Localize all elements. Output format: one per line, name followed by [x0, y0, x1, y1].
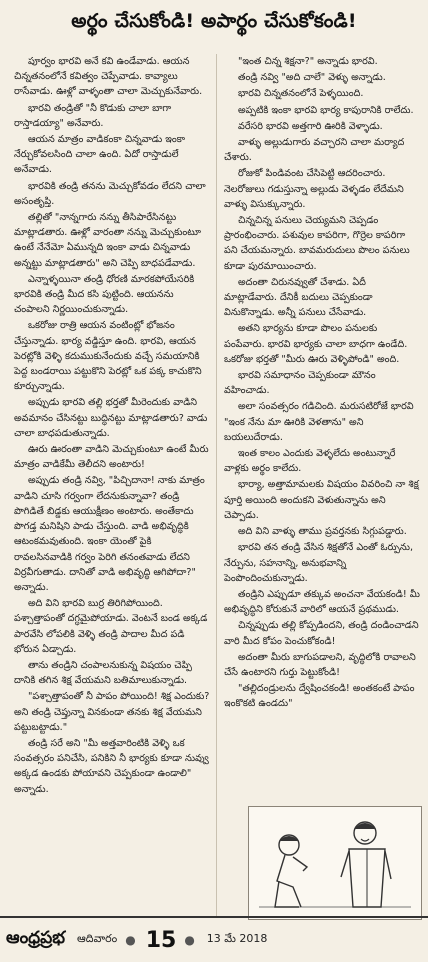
paragraph: ఆయన మాత్రం వాడికంకా చిన్నవాడు ఇంకా నేర్చుకోవలసింది చాలా ఉంది. ఏదో రాస్తాడులే అనేవాడు. — [14, 134, 186, 176]
paragraph: అప్పుడు తండ్రి నవ్వి, "పిచ్చిదానా! నాకు మాత్రం వాడిని చూసి గర్వంగా లేదనుకున్నావా? తండ్రి పొగిడితే బిడ్డకు ఆయుక్షీణం అంటారు. అంతేకాదు పొగడ్త మనిషిని పాడు చేస్తుంది. వాడి అభివృద్ధికి ఆటంకమవుతుంది. ఇంకా యెంతో పైకి రావలసినవాడికి గర్వం పెరిగి తనంతవాడు లేదని విర్రవీగుతాడు. దానితో వాడి అభివృద్ధి ఆగిపోదా?" అన్నాడు. — [14, 475, 205, 593]
paragraph: వరేసరి భారవి అత్తగారి ఊరికి వెళ్ళాడు. — [238, 120, 383, 132]
footer-day: ఆదివారం — [77, 932, 118, 945]
paragraph: ఇంత కాలం ఎందుకు వెళ్ళలేదు అంటున్నారే వాళ్లకు అర్థం కాలేదు. — [224, 448, 396, 475]
article-title: అర్థం చేసుకోండి! అపార్థం చేసుకోకండి! — [71, 9, 357, 32]
paragraph: తల్లితో "నాన్నగారు నన్ను తీసిపారేసినట్టు మాట్లాడతారు. ఊళ్లో వారంతా నన్ను మెచ్చుకుంటూ ఉంటే నేనేమో ఏమున్నది ఇంకా వాడు చిన్నవాడు అన్నట్టు మాట్లాడతారు" అని చెప్పి బాధపడేవాడు. — [14, 212, 202, 269]
paragraph: అలా సంవత్సరం గడిచింది. మరుసటిరోజే భారవి "ఇంక నేను మా ఊరికి వెళతాను" అని బయలుదేరాడు. — [224, 401, 414, 443]
newspaper-masthead: ఆంధ్రప్రభ — [6, 928, 66, 948]
paragraph: భార్యా, అత్తామామలకు విషయం వివరించి నా శిక్ష పూర్తి అయింది అందుకని వెళుతున్నాను అని చెప్పాడు. — [224, 479, 419, 521]
paragraph: "తల్లిదండ్రులను ద్వేషించకండి! అంతకంటే పాపం ఇంకొకటి ఉండదు" — [224, 683, 415, 710]
footer-separator: ● — [125, 933, 136, 947]
paragraph: చిన్నప్పుడు తల్లి కోప్పడిందని, తండ్రి దండించాడని వారి మీద కోపం పెంచుకోకండి! — [224, 620, 419, 647]
paragraph: తాను తండ్రిని చంపాలనుకున్న విషయం చెప్పి దానికి తగిన శిక్ష వేయమని బతిమాలుకున్నాడు. — [14, 659, 192, 687]
footer-separator: ● — [184, 933, 195, 947]
paragraph: అప్పుడు భారవి తల్లి భర్తతో మీరెందుకు వాడిని అవమానం చేసినట్టు బుద్ధినట్టు మాట్లాడతారు? వాడు చాలా బాధపడుతున్నాడు. — [14, 397, 208, 439]
paragraph: "ఇంత చిన్న శిక్షనా?" అన్నాడు భారవి. — [238, 56, 378, 67]
paragraph: వాళ్ళు అల్లుడుగారు వచ్చారని చాలా మర్యాద చేశారు. — [224, 137, 405, 164]
page-footer — [0, 916, 428, 962]
paragraph: అప్పటికి ఇంకా భారవి భార్య కాపురానికి రాలేదు. — [238, 104, 414, 116]
page-number: 15 — [145, 927, 177, 953]
paragraph: అది విని వాళ్ళు తాము ప్రవర్తనకు సిగ్గుపడ్డారు. — [238, 526, 407, 538]
father-son-illustration — [249, 807, 421, 919]
paragraph: తండ్రిని ఎప్పుడూ తక్కువ అంచనా వేయకండి! మీ అభివృద్ధిని కోరుకునే వారిలో ఆయనే ప్రథముడు. — [224, 588, 420, 616]
paragraph: భారవి సమాధానం చెప్పకుండా మౌనం వహించాడు. — [224, 370, 376, 397]
right-column — [224, 54, 420, 713]
paragraph: పూర్వం భారవి అనే కవి ఉండేవాడు. ఆయన చిన్నతనంలోనే కవిత్వం చెప్పేవాడు. కావ్యాలు రాసేవాడు. ఊళ్లో వాళ్ళంతా చాలా మెచ్చుకునేవారు. — [14, 56, 203, 98]
paragraph: భారవికి తండ్రి తనను మెచ్చుకోవడం లేదని చాలా అసంతృప్తి. — [14, 180, 206, 207]
paragraph: చిన్నచిన్న పనులు చెయ్యమని చెప్పడం ప్రారంభించారు. పశువుల కాపరిగా, గొర్రెల కాపరిగా పని చేయమన్నారు. బావమరుదులు పొలం పనులు కూడా పురమాయించారు. — [224, 215, 410, 272]
paragraph: భారవి చిన్నతనంలోనే పెళ్ళయింది. — [238, 88, 364, 100]
column-divider — [216, 54, 217, 916]
footer-date: 13 మే 2018 — [206, 932, 268, 945]
paragraph: భారవి తండ్రితో "నీ కొడుకు చాలా బాగా రాస్తాడయ్యా" అనేవారు. — [14, 102, 172, 129]
paragraph: "పశ్చాత్తాపంతో నీ పాపం పోయింది! శిక్ష ఎందుకు? అని తండ్రి చెప్తున్నా వినకుండా తనకు శిక్ష వేయమని పట్టుబట్టాడు." — [14, 691, 210, 733]
illustration — [248, 806, 422, 920]
paragraph: రోజుకో పిండివంట చేసిపెట్టి ఆదరించారు. నెలరోజులు గడుస్తున్నా అల్లుడు వెళ్ళడం లేదేమని వాళ్ళు విసుక్కున్నారు. — [224, 168, 404, 210]
paragraph: అతని భార్యను కూడా పొలం పనులకు పంపేవారు. భారవి భార్యకు చాలా బాధగా ఉండేది. ఒకరోజు భర్తతో "మీరు ఊరు వెళ్ళిపోండి" అంది. — [224, 323, 408, 365]
paragraph: అదంతా చిరునవ్వుతో చేశాడు. ఏదీ మాట్లాడేవారు. దేనికీ బదులు చెప్పకుండా వినుకొన్నాడు. అన్నీ పనులు చేసేవాడు. — [224, 276, 373, 319]
paragraph: తండ్రి నవ్వి "అది చాలే" వెళ్ళు అన్నాడు. — [238, 72, 386, 84]
left-column — [14, 54, 210, 798]
paragraph: ఊరు ఊరంతా వాడిని మెచ్చుకుంటూ ఉంటే మీరు మాత్రం వాడికేమీ తెలీదని అంటారు! — [14, 444, 209, 471]
paragraph: తండ్రి సరే అని "మీ అత్తవారింటికి వెళ్ళి ఒక సంవత్సరం పనిచేసి, పనికిని నీ భార్యకు కూడా నువ్వు అక్కడ ఉండకు పోయావని చెప్పకుండా ఉండాలి" అన్నాడు. — [14, 737, 209, 795]
paragraph: అదంతా మీరు బాగుపడాలని, వృద్ధిలోకి రావాలని చేసే ఉంటారని గుర్తు పెట్టుకోండి! — [224, 651, 416, 678]
paragraph: ఎన్నాళ్ళయినా తండ్రి ధోరణి మారకపోయేసరికి భారవికి తండ్రి మీద కసి పుట్టింది. ఆయనను చంపాలని నిర్ణయించుకున్నాడు. — [14, 273, 195, 316]
paragraph: ఒకరోజు రాత్రి ఆయన వంటింట్లో భోజనం చేస్తున్నాడు. భార్య వడ్డిస్తూ ఉంది. భారవి, ఆయన పెరట్లోకి వెళ్ళి కదుముకునేందుకు వచ్చే సమయానికి పెద్ద బండరాయి పట్టుకొని పెరట్లో ఒక పక్క కాచుకొని కూర్చున్నాడు. — [14, 320, 202, 393]
paragraph: భారవి తన తండ్రి వేసిన శిక్షతోనే ఎంతో ఓర్పును, నేర్పును, సహనాన్ని, అనుభవాన్ని పెంపొందించుకున్నాడు. — [224, 542, 414, 584]
paragraph: అది విని భారవి బుర్ర తిరిగిపోయింది. పశ్చాత్తాపంతో దగ్ధమైపోయాడు. వెంటనే బండ అక్కడ పారవేసి లోపలికి వెళ్ళి తండ్రి పాదాల మీద పడి భోరున ఏడ్చాడు. — [14, 598, 208, 655]
